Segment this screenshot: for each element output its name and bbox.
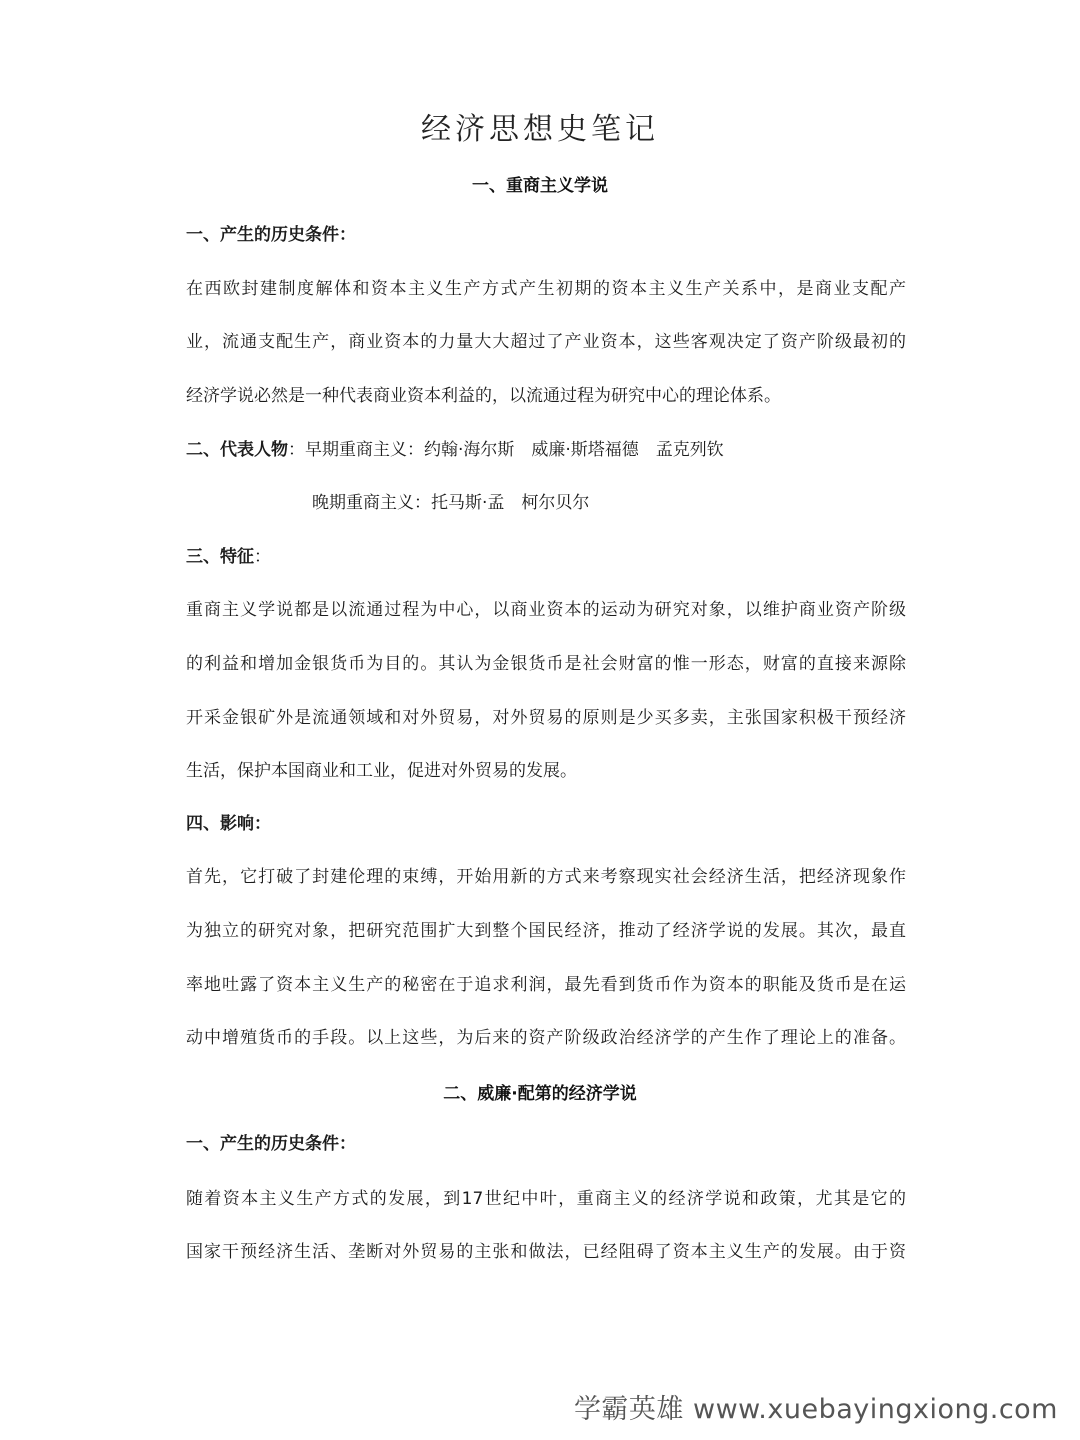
paragraph-line: 开采金银矿外是流通领域和对外贸易，对外贸易的原则是少买多卖，主张国家积极干预经济 (186, 708, 906, 728)
heading-features-colon: ： (254, 547, 271, 567)
paragraph-line: 率地吐露了资本主义生产的秘密在于追求利润，最先看到货币作为资本的职能及货币是在运 (186, 975, 906, 995)
document-title: 经济思想史笔记 (421, 112, 659, 147)
site-watermark: 学霸英雄 www.xuebayingxiong.com (573, 1394, 1058, 1425)
heading-features-label: 三、特征 (186, 547, 254, 567)
paragraph-line: 动中增殖货币的手段。以上这些，为后来的资产阶级政治经济学的产生作了理论上的准备。 (186, 1028, 906, 1048)
section-title-petty: 二、威廉·配第的经济学说 (443, 1084, 637, 1104)
heading-historical-conditions-2: 一、产生的历史条件： (186, 1134, 356, 1154)
paragraph-line: 在西欧封建制度解体和资本主义生产方式产生初期的资本主义生产关系中，是商业支配产 (186, 279, 906, 299)
section-title-mercantilism: 一、重商主义学说 (472, 176, 608, 196)
representatives-late: 晚期重商主义：托马斯·孟 柯尔贝尔 (312, 493, 590, 513)
paragraph-line: 生活，保护本国商业和工业，促进对外贸易的发展。 (186, 761, 577, 781)
paragraph-line: 重商主义学说都是以流通过程为中心，以商业资本的运动为研究对象，以维护商业资产阶级 (186, 600, 906, 620)
paragraph-line: 的利益和增加金银货币为目的。其认为金银货币是社会财富的惟一形态，财富的直接来源除 (186, 654, 906, 674)
paragraph-line: 业，流通支配生产，商业资本的力量大大超过了产业资本，这些客观决定了资产阶级最初的 (186, 332, 906, 352)
paragraph-line: 随着资本主义生产方式的发展，到17世纪中叶，重商主义的经济学说和政策，尤其是它的 (186, 1189, 906, 1209)
representatives-early: ：早期重商主义：约翰·海尔斯 威廉·斯塔福德 孟克列钦 (288, 440, 724, 460)
heading-representatives (186, 438, 906, 462)
heading-influence: 四、影响： (186, 814, 271, 834)
heading-historical-conditions: 一、产生的历史条件： (186, 225, 356, 245)
paragraph-line: 国家干预经济生活、垄断对外贸易的主张和做法，已经阻碍了资本主义生产的发展。由于资 (186, 1242, 906, 1262)
heading-representatives-label: 二、代表人物 (186, 440, 288, 460)
heading-features (186, 545, 906, 569)
paragraph-line: 首先，它打破了封建伦理的束缚，开始用新的方式来考察现实社会经济生活，把经济现象作 (186, 867, 906, 887)
paragraph-line: 经济学说必然是一种代表商业资本利益的，以流通过程为研究中心的理论体系。 (186, 386, 781, 406)
paragraph-line: 为独立的研究对象，把研究范围扩大到整个国民经济，推动了经济学说的发展。其次，最直 (186, 921, 906, 941)
